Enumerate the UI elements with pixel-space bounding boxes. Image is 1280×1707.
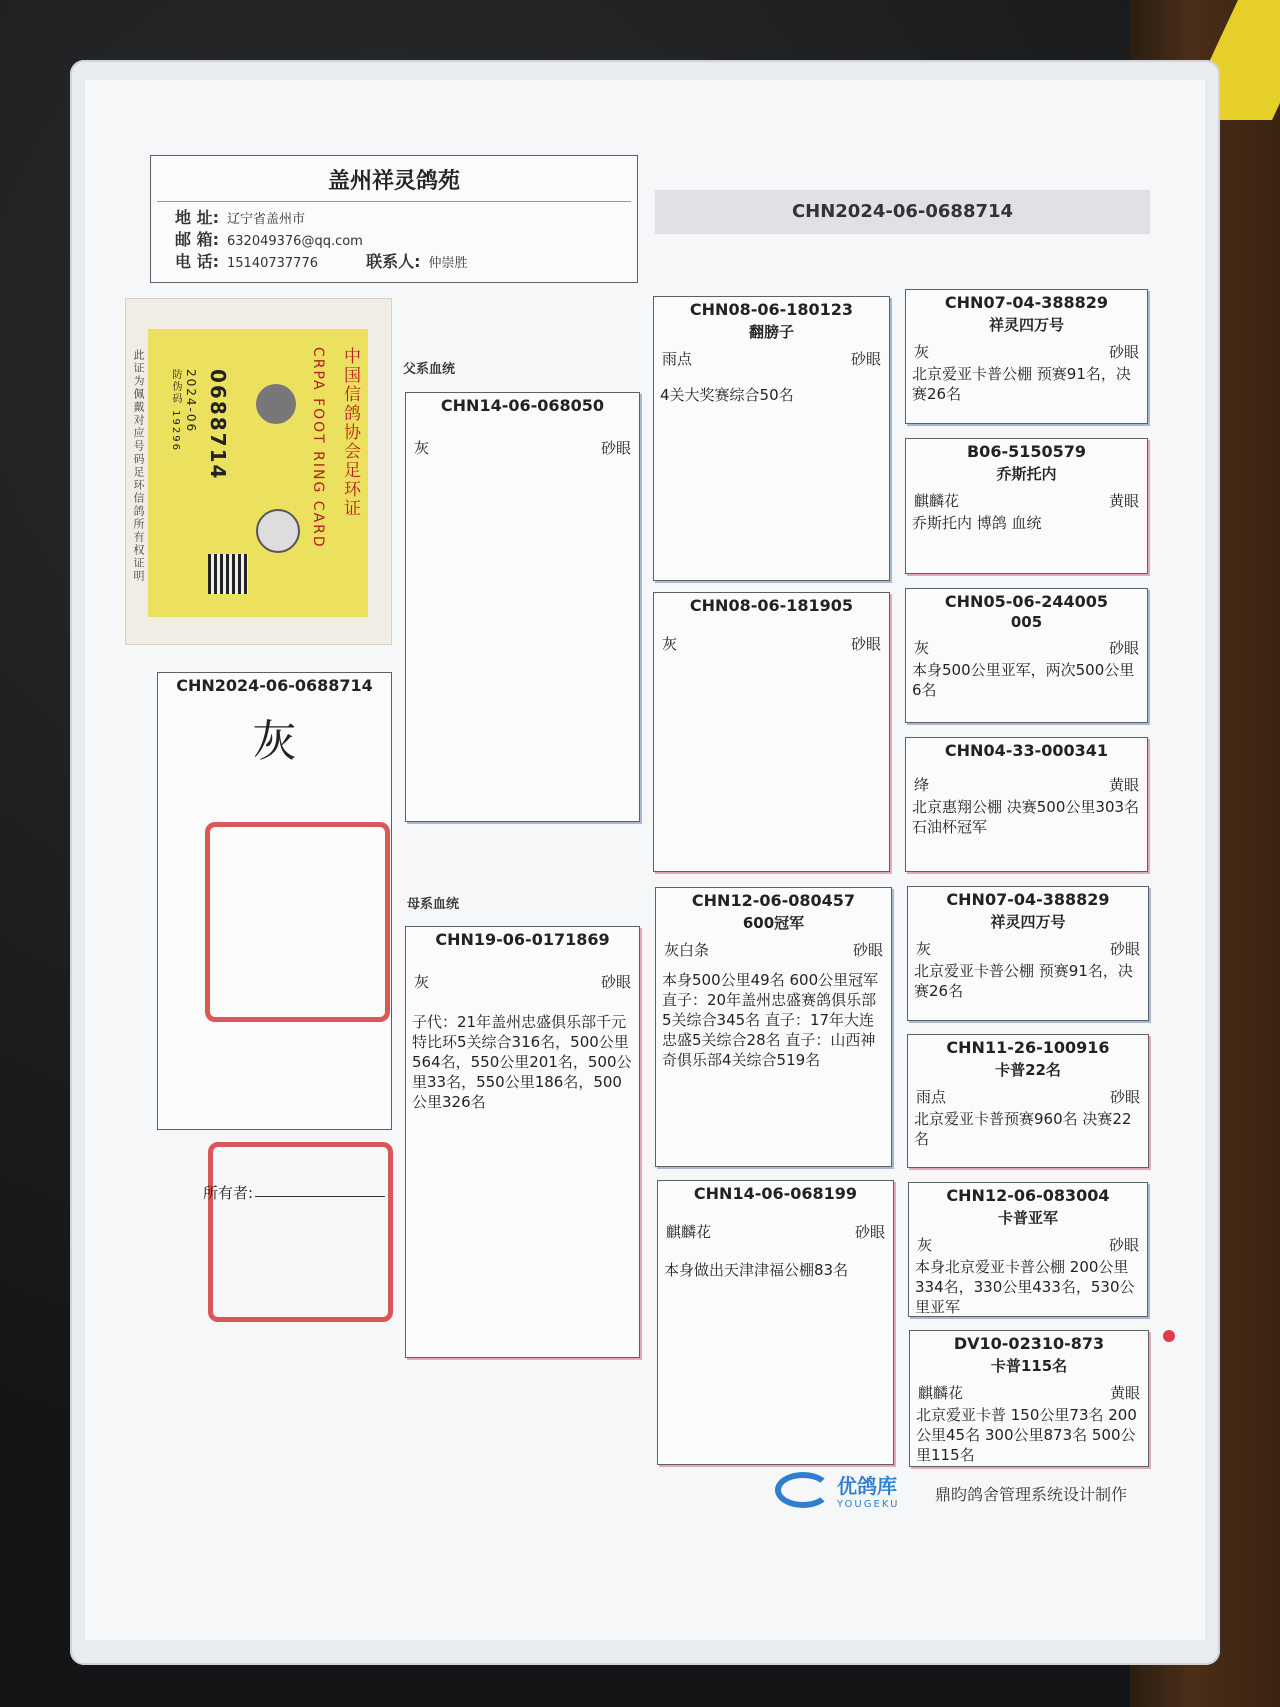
card-subtitle: CRPA FOOT RING CARD [310, 347, 326, 549]
great-5 [907, 886, 1149, 1021]
great-6-notes: 北京爱亚卡普预赛960名 决赛22名 [914, 1110, 1132, 1148]
loft-seal [205, 822, 390, 1022]
great-3-name: 005 [1010, 613, 1043, 631]
contact: 仲崇胜 [428, 256, 468, 271]
contact-label: 联系人: [366, 252, 421, 271]
great-8 [909, 1330, 1149, 1467]
great-7-ring: CHN12-06-083004 [946, 1186, 1110, 1205]
phone: 15140737776 [227, 256, 318, 271]
grand-2-eye: 砂眼 [850, 635, 881, 653]
subject-ring: CHN2024-06-0688714 [176, 676, 373, 695]
great-8-ring: DV10-02310-873 [953, 1334, 1105, 1353]
sire-color: 灰 [414, 439, 430, 457]
address-label: 地 址: [175, 208, 219, 227]
grand-3-ring: CHN12-06-080457 [691, 891, 856, 910]
grand-2-attrs [654, 633, 889, 654]
great-8-name: 卡普115名 [990, 1357, 1068, 1375]
grand-1-attrs [654, 348, 889, 369]
grand-3 [655, 887, 892, 1167]
dam-eye: 砂眼 [600, 973, 631, 991]
great-4-color: 绛 [914, 776, 930, 794]
great-1-color: 灰 [914, 343, 930, 361]
great-5-color: 灰 [916, 940, 932, 958]
great-3-notes: 本身500公里亚军，两次500公里6名 [912, 661, 1135, 699]
sire-box [405, 392, 640, 822]
footer-credit: 鼎昀鸽舍管理系统设计制作 [935, 1485, 1128, 1504]
card-ring-number: 0688714 [206, 369, 230, 481]
logo-cn: 优鸽库 [837, 1474, 897, 1498]
grand-1-color: 雨点 [662, 350, 693, 368]
great-6-name: 卡普22名 [995, 1061, 1061, 1079]
card-serial: 防伪码 19296 [170, 369, 181, 452]
owner-signature-line [255, 1196, 385, 1197]
sire-line-label: 父系血统 [403, 362, 456, 377]
sire-attrs [406, 437, 639, 458]
grand-2-color: 灰 [662, 635, 678, 653]
sire-ring: CHN14-06-068050 [440, 396, 605, 415]
great-5-eye: 砂眼 [1109, 940, 1140, 958]
great-7 [908, 1182, 1148, 1317]
card-year-code: 2024-06 [184, 369, 198, 434]
dam-ring: CHN19-06-0171869 [435, 930, 610, 949]
great-2-attrs [906, 490, 1147, 511]
great-8-color: 麒麟花 [918, 1384, 964, 1402]
great-2 [905, 438, 1148, 574]
loft-name: 盖州祥灵鸽苑 [327, 169, 460, 194]
dam-color: 灰 [414, 973, 430, 991]
grand-4-notes: 本身做出天津津福公棚83名 [664, 1261, 849, 1279]
grand-3-notes: 本身500公里49名 600公里冠军 直子：20年盖州忠盛赛鸽俱乐部5关综合345名 直子：17年大连忠盛5关综合28名 直子：山西神奇俱乐部4关综合519名 [662, 971, 879, 1069]
owner-label: 所有者: [203, 1184, 254, 1202]
grand-4-attrs [658, 1221, 893, 1242]
great-1-attrs [906, 341, 1147, 362]
loft-header [150, 155, 638, 283]
great-7-eye: 砂眼 [1108, 1236, 1139, 1254]
grand-3-name: 600冠军 [742, 914, 805, 932]
grand-1-ring: CHN08-06-180123 [689, 300, 854, 319]
great-4-attrs [906, 774, 1147, 795]
great-8-eye: 黄眼 [1109, 1384, 1140, 1402]
great-7-name: 卡普亚军 [997, 1209, 1058, 1227]
grand-1-name: 翻膀子 [748, 323, 794, 341]
great-1-ring: CHN07-04-388829 [944, 293, 1109, 312]
great-8-attrs [910, 1382, 1148, 1403]
card-title: 中国信鸽协会足环证 [340, 347, 360, 518]
great-5-attrs [908, 938, 1148, 959]
card-footer-note: 此证为佩戴对应号码足环信鸽所有权证明 [132, 349, 145, 583]
great-3-ring: CHN05-06-244005 [944, 592, 1109, 611]
grand-1 [653, 296, 890, 581]
grand-2 [653, 592, 890, 872]
card-yellow-area [132, 329, 368, 617]
great-1-eye: 砂眼 [1108, 343, 1139, 361]
great-3-attrs [906, 637, 1147, 658]
great-2-ring: B06-5150579 [966, 442, 1087, 461]
top-ring-number: CHN2024-06-0688714 [655, 190, 1150, 234]
header-info [151, 208, 637, 274]
great-7-attrs [909, 1234, 1147, 1255]
header-divider [157, 201, 631, 202]
great-2-notes: 乔斯托内 博鸽 血统 [912, 514, 1042, 532]
grand-1-notes: 4关大奖赛综合50名 [660, 386, 794, 404]
great-6-attrs [908, 1086, 1148, 1107]
great-4 [905, 737, 1148, 872]
dam-box [405, 926, 640, 1358]
grand-4-color: 麒麟花 [666, 1223, 712, 1241]
great-6-eye: 砂眼 [1109, 1088, 1140, 1106]
foot-ring-card [125, 298, 392, 645]
dam-attrs [406, 971, 639, 992]
grand-2-ring: CHN08-06-181905 [689, 596, 854, 615]
yougeku-swirl-icon [775, 1472, 831, 1508]
great-5-notes: 北京爱亚卡普公棚 预赛91名，决赛26名 [914, 962, 1133, 1000]
email: 632049376@qq.com [227, 234, 363, 249]
great-2-color: 麒麟花 [914, 492, 960, 510]
great-2-name: 乔斯托内 [996, 465, 1057, 483]
dam-line-label: 母系血统 [407, 897, 460, 912]
grand-1-eye: 砂眼 [850, 350, 881, 368]
address: 辽宁省盖州市 [227, 212, 306, 227]
great-8-notes: 北京爱亚卡普 150公里73名 200公里45名 300公里873名 500公里115名 [916, 1406, 1137, 1464]
grand-3-eye: 砂眼 [852, 941, 883, 959]
great-3 [905, 588, 1148, 723]
great-5-name: 祥灵四万号 [990, 913, 1066, 931]
crpa-logo-icon [256, 384, 296, 424]
phone-label: 电 话: [175, 252, 219, 271]
owner-seal [208, 1142, 393, 1322]
great-3-eye: 砂眼 [1108, 639, 1139, 657]
great-4-notes: 北京惠翔公棚 决赛500公里303名 石油杯冠军 [912, 798, 1140, 836]
grand-4 [657, 1180, 894, 1465]
great-7-notes: 本身北京爱亚卡普公棚 200公里334名，330公里433名，530公里亚军 [915, 1258, 1135, 1316]
great-6-ring: CHN11-26-100916 [946, 1038, 1110, 1057]
great-3-color: 灰 [914, 639, 930, 657]
sire-eye: 砂眼 [600, 439, 631, 457]
yougeku-logo [775, 1470, 899, 1510]
great-4-ring: CHN04-33-000341 [944, 741, 1109, 760]
qr-code-icon [208, 554, 248, 594]
great-1-name: 祥灵四万号 [988, 316, 1064, 334]
grand-4-ring: CHN14-06-068199 [693, 1184, 858, 1203]
great-1 [905, 289, 1148, 424]
crpa-emblem-icon [256, 509, 300, 553]
dam-notes: 子代：21年盖州忠盛俱乐部千元特比环5关综合316名，500公里564名，550公里201名，500公里33名，550公里186名，500公里326名 [412, 1013, 632, 1111]
great-6-color: 雨点 [916, 1088, 947, 1106]
grand-3-color: 灰白条 [664, 941, 710, 959]
great-1-notes: 北京爱亚卡普公棚 预赛91名，决赛26名 [912, 365, 1131, 403]
logo-en: YOUGEKU [837, 1499, 900, 1510]
grand-3-attrs [656, 939, 891, 960]
grand-4-eye: 砂眼 [854, 1223, 885, 1241]
great-5-ring: CHN07-04-388829 [946, 890, 1110, 909]
great-7-color: 灰 [917, 1236, 933, 1254]
email-label: 邮 箱: [175, 230, 219, 249]
great-4-eye: 黄眼 [1108, 776, 1139, 794]
red-dot [1163, 1330, 1175, 1342]
great-6 [907, 1034, 1149, 1168]
great-2-eye: 黄眼 [1108, 492, 1139, 510]
handwritten-color: 灰 [252, 716, 297, 767]
